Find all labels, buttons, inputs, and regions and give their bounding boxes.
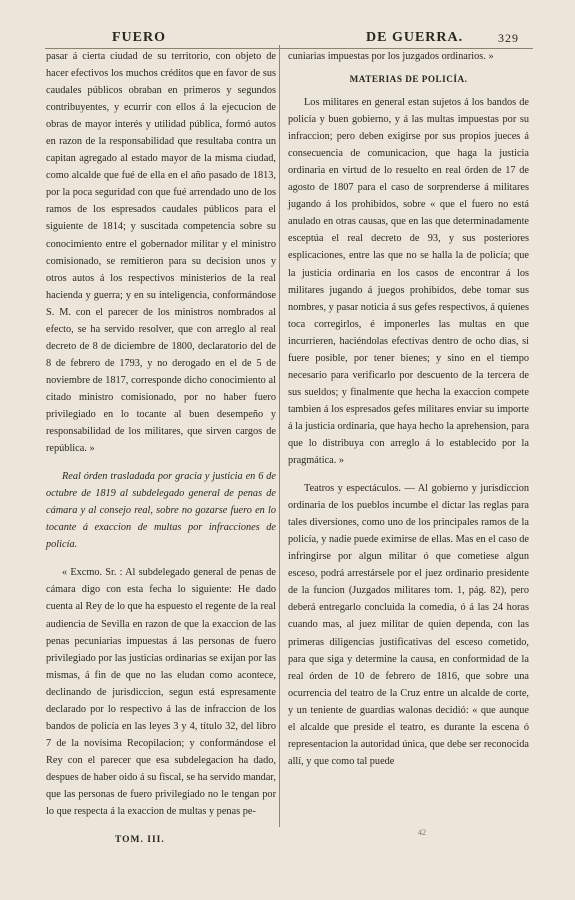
page-number: 329 [498, 31, 519, 45]
left-paragraph-excmo: « Excmo. Sr. : Al subdelegado general de penas de cámara digo con esta fecha lo siguiente: He dado cuenta al Rey de lo que ha espuesto el regente de la real audiencia de Sevilla en razon de que la exaccion de las penas pecuniarias impuestas á las personas de fuero privilegiado por las justicias ordinarias se exijan por las mismas, á fin de que no las eludan como acontece, declinando de jurisdiccion, segun está espresamente declarado por lo respectivo á las de infraccion de los bandos de policía en las leyes 3 y 4, título 32, del libro 7 de la novísima Recopilacion; y conformándose el Rey con el parecer que esa subdelegacion ha dado, despues de haber oido á su fiscal, se ha servido mandar, que las personas de fuero privilegiado no le tengan por lo que respecta á la exaccion de multas y penas pe- [46, 567, 276, 818]
caption-text: Real órden trasladada por gracia y justicia en 6 de octubre de 1819 al subdelegado general de penas de cámara y al consejo real, sobre no gozarse fuero en lo tocante á exaccion de multas por infracciones de policía. [46, 471, 276, 551]
volume-signature: TOM. III. [115, 835, 165, 845]
left-column [46, 48, 276, 820]
running-head-left: FUERO [112, 30, 166, 45]
right-paragraph-teatros: Teatros y espectáculos. — Al gobierno y jurisdiccion ordinaria de los pueblos incumbe el dictar las reglas para tales diversiones, como uno de los principales ramos de la policía, y nadie puede eximirse de ellas. Mas en el caso de infringirse por algun militar ó que cometiese algun esceso, podrá arrestársele por el juez ordinario presidente de la funcion (Juzgados militares tom. 1, pág. 82), pero deberá entregarlo concluida la comedia, ó á las 24 horas cuando mas, al juez militar de quien dependa, con las primeras diligencias justificativas del esceso cometido, para que siga y determine la causa, en conformidad de la real órden de 10 de febrero de 1816, que sobre una ocurrencia del teatro de la Cruz entre un alcalde de corte, y un teniente de guardias walonas decidió: « que aunque el alcalde que preside el teatro, es durante la escena ó representacion la autoridad única, que debe ser reconocida allí, y que como tal puede [288, 483, 529, 767]
left-paragraph-continuation: pasar á cierta ciudad de su territorio, con objeto de hacer efectivos los muchos créditos que en favor de sus caudales públicos obraban en primeros y segundos contribuyentes, y ecurrir con ellos á la ejecucion de obras de mayor interés y utilidad pública, formó autos en razon de la responsabilidad que resultaba contra un capitan agregado al estado mayor de la misma ciudad, como alcalde que fué de ella en el año pasado de 1813, por la poca seguridad con que fué arrendado uno de los ramos de los espresados caudales públicos para el siguiente de 1814; y suscitada competencia sobre su conocimiento entre el gobernador militar y el ministro comisionado, se remitieron para su decision unos y otros autos á los respectivos ministerios de la real hacienda y guerra; y en su inteligencia, conformándose S. M. con el parecer de los ministros nombrados al efecto, se ha servido resolver, que con arreglo al real decreto de 8 de diciembre de 1800, declaratorio del de 8 de febrero de 1793, y no derogado en el de 5 de noviembre de 1817, corresponde dicho conocimiento al citado ministro comisionado, por no haber fuero privilegiado en lo tocante al buen desempeño y responsabilidad de los militares, que sirven cargos de república. » [46, 51, 276, 455]
right-column [288, 48, 529, 770]
column-divider [279, 45, 280, 827]
right-paragraph-militares: Los militares en general estan sujetos á los bandos de policía y buen gobierno, y á las multas impuestas por su infraccion; pero deben exigirse por sus propios jueces á consecuencia de comunicacion, que haga la justicia ordinaria en virtud de lo resuelto en real órden de 17 de agosto de 1807 para el caso de sorprenderse á militares jugando á los prohibidos, sobre « que el fuero no está anulado en otras causas, que en las que determinadamente esceptúa el real decreto de 93, y sus posteriores esplicaciones, entre las que no se halla la de policía; que la justicia ordinaria en los casos de encontrar á los militares jugando á juegos prohibidos, debe tomar sus nombres, y pasar noticia á sus gefes respectivos, á quienes toca corregirlos, é imponerles las multas en que incurrieren, haciéndolas efectivas dentro de ocho dias, si fuere posible, por tener bienes; y sino en el tiempo necesario para verificarlo por descuento de la tercera de sus sueldos; y finalmente que hecha la exaccion compete tambien á los espresados gefes militares enviar su importe á la justicia ordinaria, que haya hecho la aprehension, para que lo distribuya con arreglo á lo establecido por la pragmática. » [288, 97, 530, 467]
running-head [0, 30, 575, 50]
sheet-mark: 42 [418, 828, 426, 837]
royal-order-caption [46, 468, 276, 553]
section-heading: MATERIAS DE POLICÍA. [349, 74, 468, 85]
right-paragraph-continuation: cuniarias impuestas por los juzgados ordinarios. » [288, 51, 494, 62]
running-head-right: DE GUERRA. [366, 30, 464, 45]
